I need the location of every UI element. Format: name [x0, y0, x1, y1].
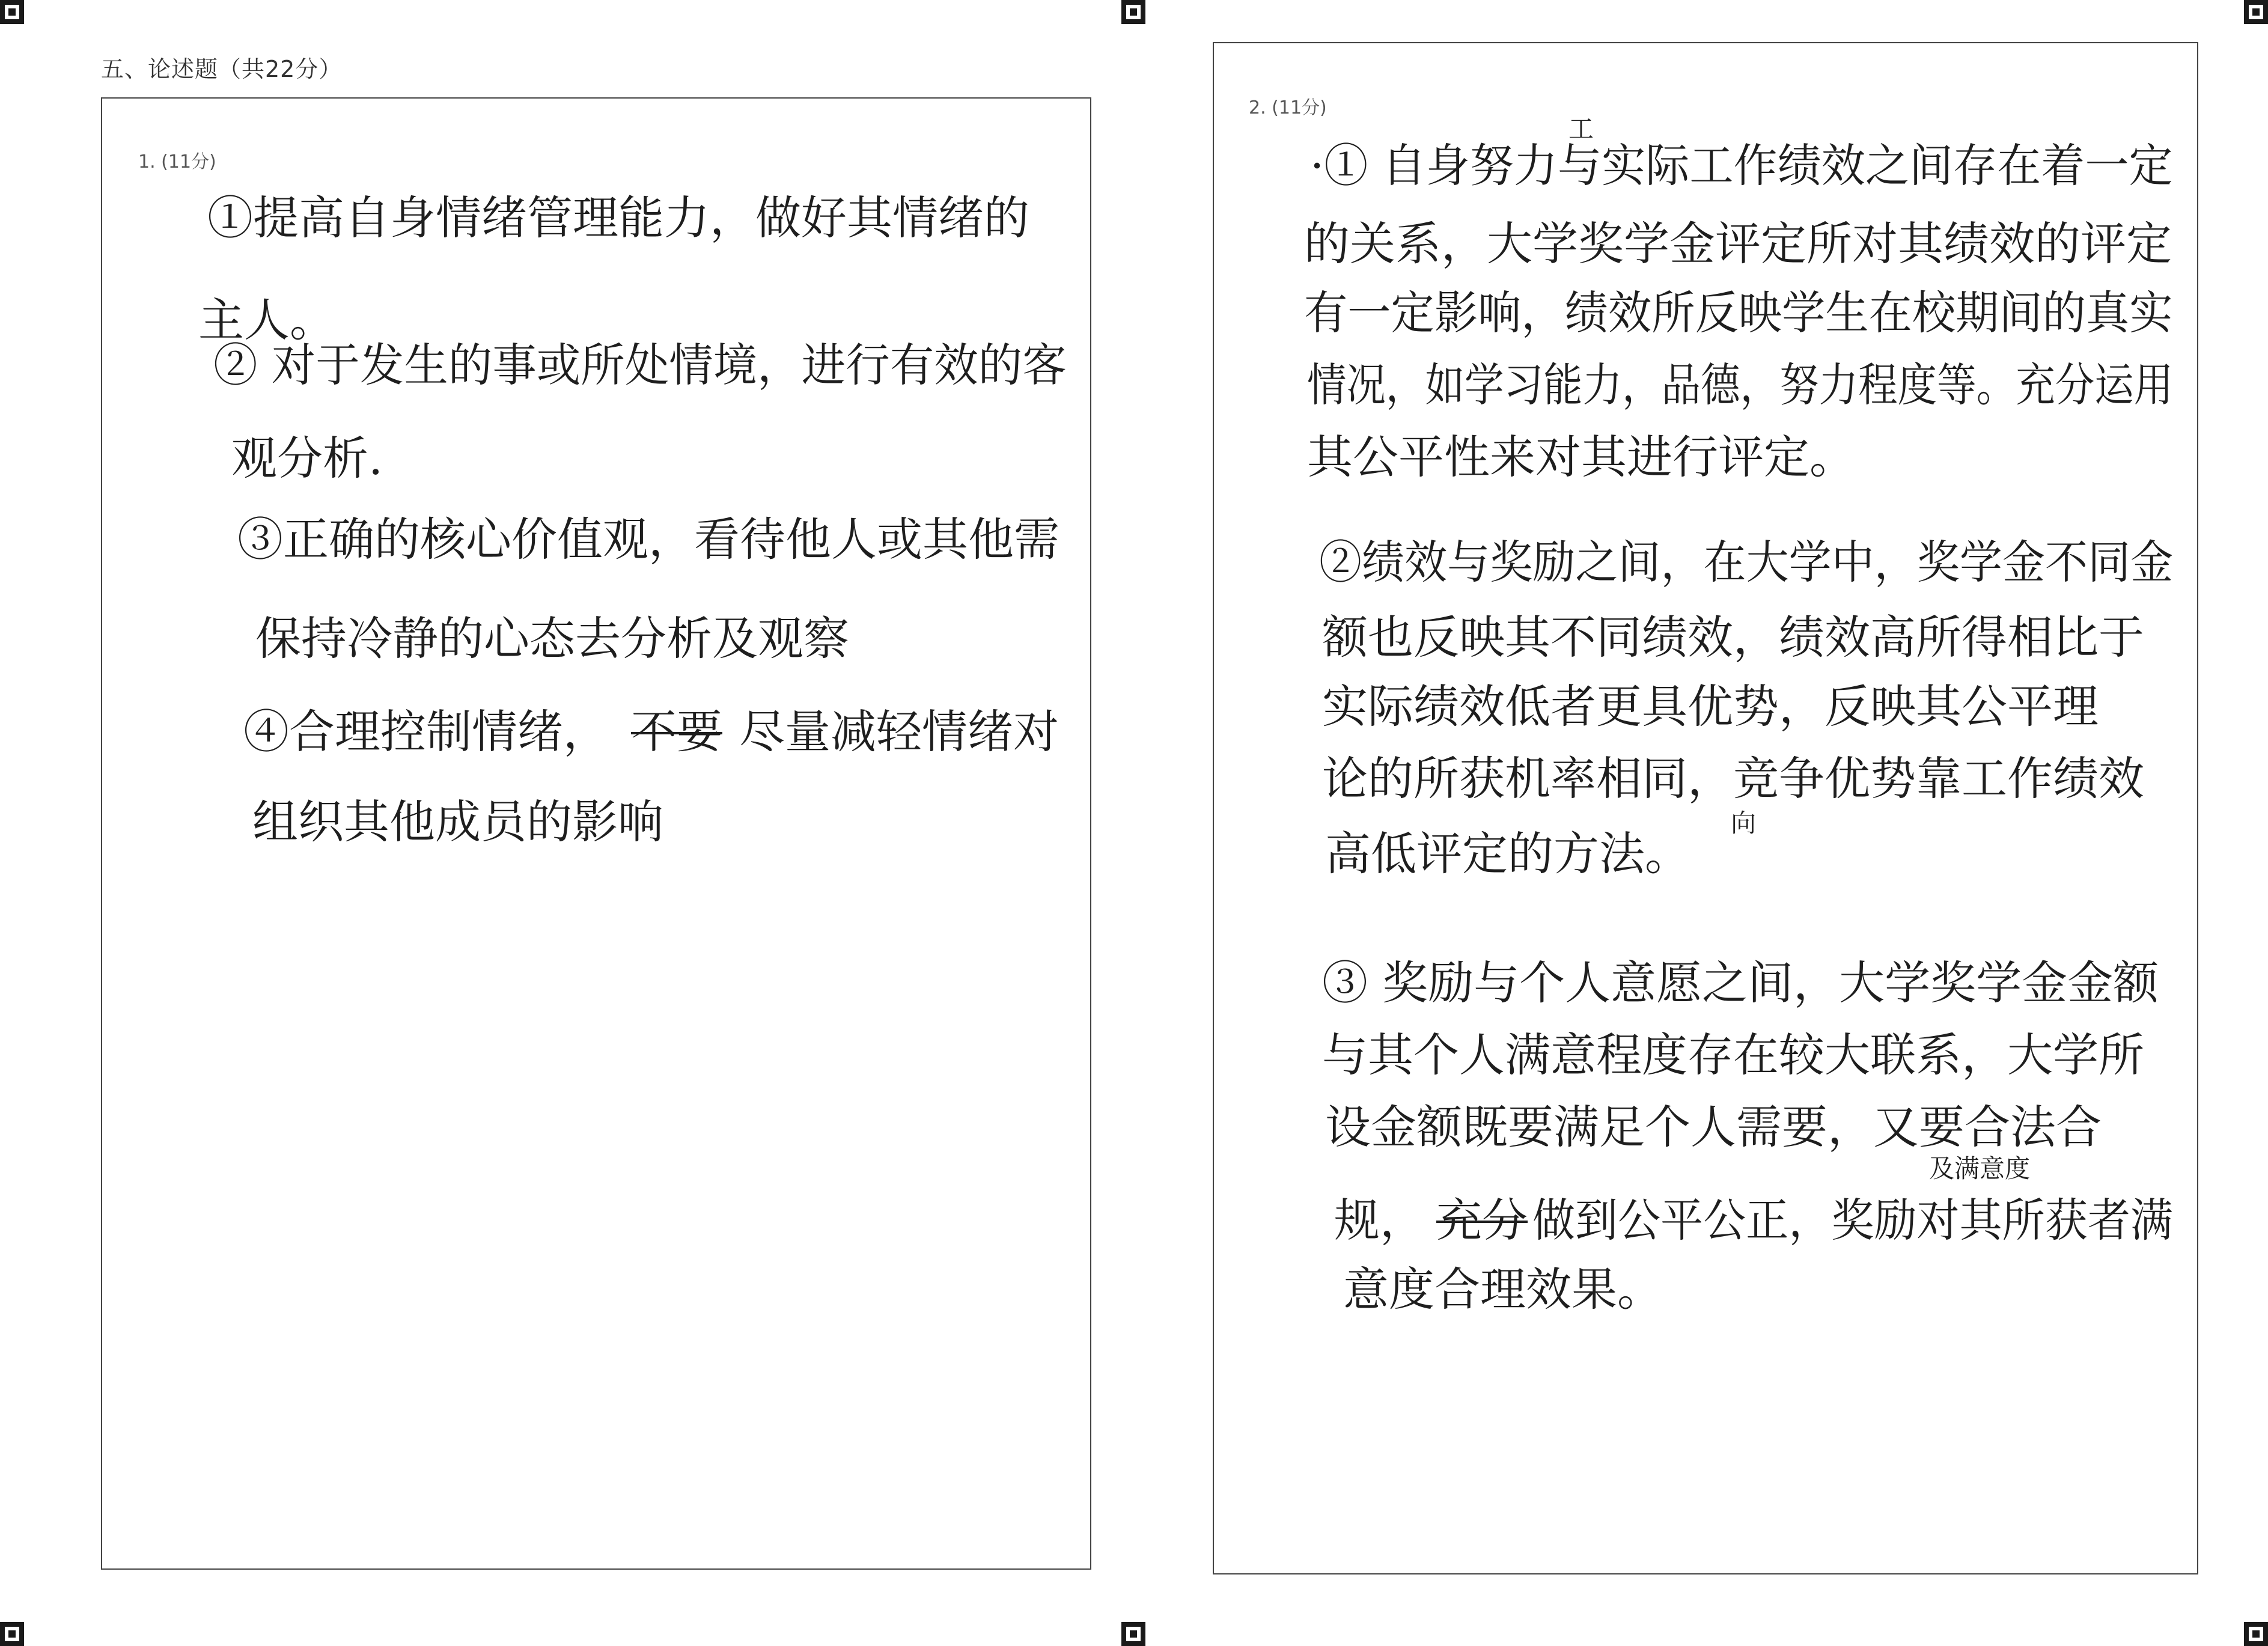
q2-inserted-character: 工 [1568, 114, 1594, 144]
alignment-marker-bottom-right [2244, 1622, 2268, 1646]
q2-answer-line: 情况，如学习能力，品德，努力程度等。充分运用 [1307, 358, 2174, 412]
q2-answer-line: 其公平性来对其进行评定。 [1307, 430, 1855, 484]
q1-answer-line: ③正确的核心价值观，看待他人或其他需 [237, 513, 1059, 566]
q2-inserted-phrase: 及满意度 [1929, 1154, 2031, 1183]
q1-answer-line: 组织其他成员的影响 [252, 795, 663, 849]
q2-answer-line: 规， [1334, 1193, 1425, 1247]
question-2-label: 2. (11分) [1249, 97, 1327, 118]
q1-answer-line: 尽量减轻情绪对 [739, 705, 1059, 758]
q1-answer-line: ② 对于发生的事或所处情境，进行有效的客 [213, 338, 1067, 392]
alignment-marker-bottom-center [1121, 1622, 1145, 1646]
q2-answer-line: 额也反映其不同绩效，绩效高所得相比于 [1322, 611, 2144, 664]
alignment-marker-top-right [2244, 0, 2268, 24]
q1-answer-line: ①提高自身情绪管理能力，做好其情绪的 [207, 191, 1029, 245]
q1-struck-text: 不要 [631, 705, 722, 758]
alignment-marker-top-center [1121, 0, 1145, 24]
q2-answer-line: 高低评定的方法。 [1325, 827, 1690, 880]
q2-answer-line: ②绩效与奖励之间，在大学中，奖学金不同金 [1319, 535, 2174, 589]
q2-answer-line: 做到公平公正，奖励对其所获者满 [1532, 1193, 2173, 1247]
q2-inserted-character: 向 [1731, 808, 1757, 838]
q2-answer-line: 设金额既要满足个人需要，又要合法合 [1325, 1100, 2102, 1154]
section-title: 五、论述题（共22分） [101, 56, 343, 82]
alignment-marker-top-left [0, 0, 24, 24]
q1-answer-line: 观分析. [231, 431, 383, 485]
q2-answer-line: ·① 自身努力与实际工作绩效之间存在着一定 [1310, 139, 2173, 192]
q2-answer-line: 论的所获机率相同，竞争优势靠工作绩效 [1322, 752, 2144, 805]
q2-answer-line: 实际绩效低者更具优势，反映其公平理 [1322, 680, 2099, 733]
q2-struck-text: 充分 [1436, 1193, 1528, 1247]
question-1-label: 1. (11分) [138, 151, 216, 172]
answer-box-question-1 [101, 97, 1091, 1570]
q2-answer-line: 的关系，大学奖学金评定所对其绩效的评定 [1304, 217, 2172, 270]
q2-answer-line: 有一定影响，绩效所反映学生在校期间的真实 [1304, 286, 2173, 340]
alignment-marker-bottom-left [0, 1622, 24, 1646]
q1-answer-line: ④合理控制情绪， [243, 705, 609, 758]
q1-answer-line: 主人。 [198, 293, 335, 347]
q2-answer-line: ③ 奖励与个人意愿之间，大学奖学金金额 [1322, 956, 2159, 1010]
q2-answer-line: 与其个人满意程度存在较大联系，大学所 [1322, 1028, 2144, 1082]
q1-answer-line: 保持冷静的心态去分析及观察 [255, 612, 849, 665]
q2-answer-line: 意度合理效果。 [1343, 1263, 1663, 1316]
answer-box-question-2 [1213, 42, 2198, 1574]
